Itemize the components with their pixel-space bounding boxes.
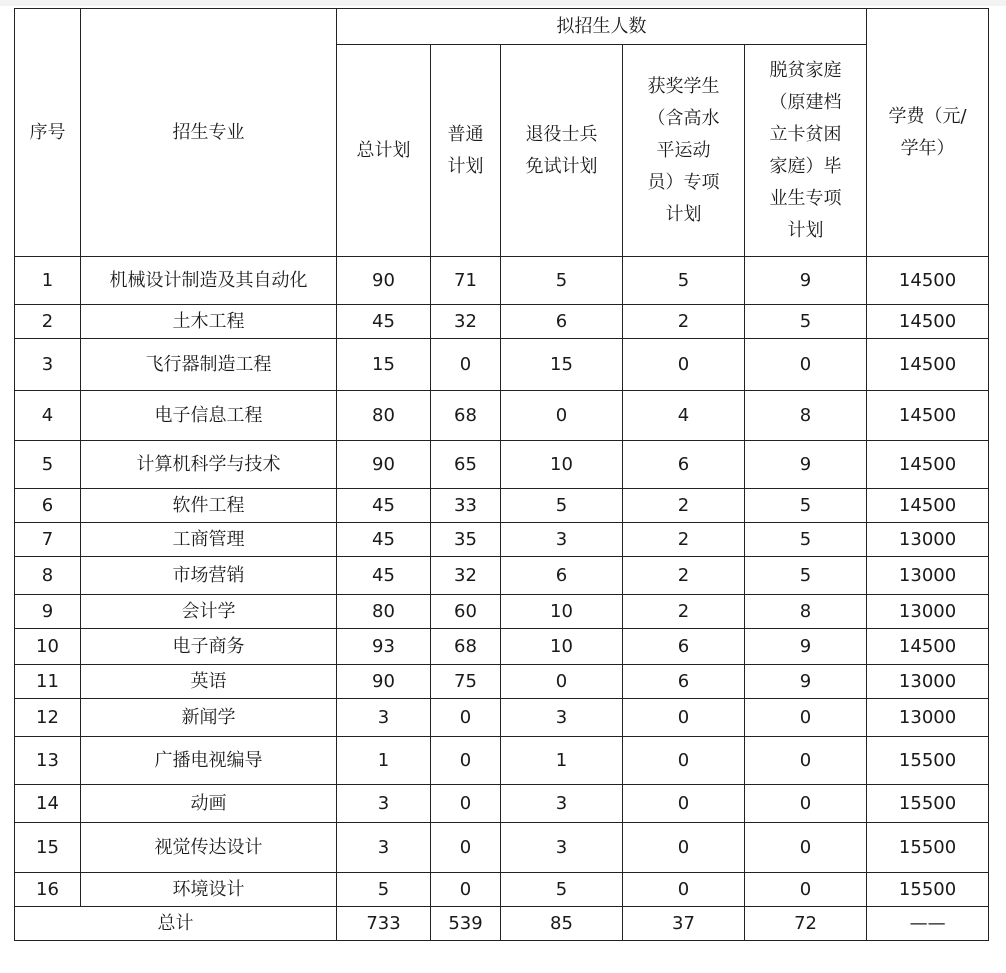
totals-veteran-plan: 85	[501, 907, 623, 941]
table-row	[15, 339, 989, 391]
header-normal-plan: 普通 计划	[431, 45, 501, 257]
cell-poverty-plan: 0	[745, 873, 867, 907]
cell-major: 电子信息工程	[81, 391, 337, 441]
cell-tuition: 13000	[867, 665, 989, 699]
cell-veteran-plan: 10	[501, 629, 623, 665]
totals-total-plan: 733	[337, 907, 431, 941]
cell-normal-plan: 0	[431, 785, 501, 823]
cell-seq: 5	[15, 441, 81, 489]
cell-normal-plan: 0	[431, 339, 501, 391]
cell-award-plan: 2	[623, 595, 745, 629]
cell-major: 市场营销	[81, 557, 337, 595]
cell-total-plan: 80	[337, 391, 431, 441]
totals-tuition: ——	[867, 907, 989, 941]
cell-seq: 9	[15, 595, 81, 629]
cell-major: 动画	[81, 785, 337, 823]
cell-total-plan: 80	[337, 595, 431, 629]
cell-major: 工商管理	[81, 523, 337, 557]
cell-poverty-plan: 9	[745, 665, 867, 699]
cell-award-plan: 6	[623, 629, 745, 665]
cell-total-plan: 45	[337, 305, 431, 339]
cell-total-plan: 3	[337, 823, 431, 873]
cell-seq: 2	[15, 305, 81, 339]
cell-normal-plan: 32	[431, 305, 501, 339]
cell-normal-plan: 35	[431, 523, 501, 557]
cell-seq: 12	[15, 699, 81, 737]
cell-tuition: 13000	[867, 699, 989, 737]
cell-total-plan: 5	[337, 873, 431, 907]
cell-veteran-plan: 3	[501, 823, 623, 873]
cell-major: 土木工程	[81, 305, 337, 339]
cell-award-plan: 2	[623, 523, 745, 557]
cell-seq: 16	[15, 873, 81, 907]
cell-major: 计算机科学与技术	[81, 441, 337, 489]
cell-award-plan: 0	[623, 823, 745, 873]
cell-poverty-plan: 9	[745, 441, 867, 489]
table-row	[15, 823, 989, 873]
header-seq: 序号	[15, 9, 81, 257]
table-row	[15, 699, 989, 737]
cell-total-plan: 45	[337, 557, 431, 595]
cell-poverty-plan: 5	[745, 305, 867, 339]
cell-seq: 6	[15, 489, 81, 523]
totals-row	[15, 907, 989, 941]
cell-award-plan: 0	[623, 699, 745, 737]
cell-veteran-plan: 5	[501, 873, 623, 907]
cell-poverty-plan: 8	[745, 595, 867, 629]
cell-veteran-plan: 1	[501, 737, 623, 785]
cell-tuition: 14500	[867, 489, 989, 523]
table-row	[15, 489, 989, 523]
cell-veteran-plan: 3	[501, 699, 623, 737]
cell-seq: 11	[15, 665, 81, 699]
cell-poverty-plan: 9	[745, 629, 867, 665]
cell-total-plan: 15	[337, 339, 431, 391]
header-total-plan: 总计划	[337, 45, 431, 257]
cell-award-plan: 2	[623, 305, 745, 339]
cell-tuition: 13000	[867, 523, 989, 557]
cell-normal-plan: 0	[431, 737, 501, 785]
cell-tuition: 13000	[867, 557, 989, 595]
cell-veteran-plan: 0	[501, 665, 623, 699]
cell-veteran-plan: 0	[501, 391, 623, 441]
cell-normal-plan: 65	[431, 441, 501, 489]
cell-seq: 3	[15, 339, 81, 391]
table-row	[15, 873, 989, 907]
cell-tuition: 14500	[867, 391, 989, 441]
cell-seq: 1	[15, 257, 81, 305]
table-row	[15, 665, 989, 699]
cell-normal-plan: 75	[431, 665, 501, 699]
cell-normal-plan: 33	[431, 489, 501, 523]
cell-award-plan: 0	[623, 785, 745, 823]
cell-poverty-plan: 0	[745, 339, 867, 391]
cell-seq: 7	[15, 523, 81, 557]
cell-tuition: 14500	[867, 441, 989, 489]
cell-major: 广播电视编导	[81, 737, 337, 785]
cell-tuition: 15500	[867, 737, 989, 785]
cell-seq: 4	[15, 391, 81, 441]
cell-total-plan: 45	[337, 489, 431, 523]
cell-normal-plan: 68	[431, 629, 501, 665]
cell-major: 飞行器制造工程	[81, 339, 337, 391]
cell-tuition: 15500	[867, 823, 989, 873]
cell-tuition: 14500	[867, 629, 989, 665]
cell-total-plan: 3	[337, 699, 431, 737]
cell-total-plan: 1	[337, 737, 431, 785]
header-major: 招生专业	[81, 9, 337, 257]
table-row	[15, 441, 989, 489]
cell-seq: 10	[15, 629, 81, 665]
cell-normal-plan: 68	[431, 391, 501, 441]
cell-award-plan: 6	[623, 665, 745, 699]
cell-major: 环境设计	[81, 873, 337, 907]
cell-poverty-plan: 5	[745, 489, 867, 523]
cell-veteran-plan: 15	[501, 339, 623, 391]
cell-tuition: 13000	[867, 595, 989, 629]
cell-normal-plan: 32	[431, 557, 501, 595]
cell-award-plan: 0	[623, 737, 745, 785]
header-planned-enrollment: 拟招生人数	[337, 9, 867, 45]
cell-total-plan: 93	[337, 629, 431, 665]
cell-poverty-plan: 0	[745, 737, 867, 785]
cell-seq: 14	[15, 785, 81, 823]
cell-major: 机械设计制造及其自动化	[81, 257, 337, 305]
cell-major: 软件工程	[81, 489, 337, 523]
cell-poverty-plan: 0	[745, 699, 867, 737]
table-row	[15, 557, 989, 595]
cell-major: 新闻学	[81, 699, 337, 737]
cell-veteran-plan: 10	[501, 595, 623, 629]
header-poverty-plan: 脱贫家庭 （原建档 立卡贫困 家庭）毕 业生专项 计划	[745, 45, 867, 257]
cell-tuition: 14500	[867, 305, 989, 339]
table-row	[15, 629, 989, 665]
cell-major: 英语	[81, 665, 337, 699]
cell-award-plan: 6	[623, 441, 745, 489]
cell-total-plan: 90	[337, 441, 431, 489]
cell-seq: 15	[15, 823, 81, 873]
cell-poverty-plan: 9	[745, 257, 867, 305]
header-tuition: 学费（元/ 学年）	[867, 9, 989, 257]
cell-total-plan: 90	[337, 665, 431, 699]
cell-poverty-plan: 0	[745, 785, 867, 823]
cell-poverty-plan: 5	[745, 523, 867, 557]
cell-major: 视觉传达设计	[81, 823, 337, 873]
cell-normal-plan: 71	[431, 257, 501, 305]
table-row	[15, 305, 989, 339]
totals-label: 总计	[15, 907, 337, 941]
table-row	[15, 737, 989, 785]
table-row	[15, 785, 989, 823]
cell-tuition: 15500	[867, 873, 989, 907]
totals-award-plan: 37	[623, 907, 745, 941]
cell-seq: 13	[15, 737, 81, 785]
cell-poverty-plan: 8	[745, 391, 867, 441]
totals-normal-plan: 539	[431, 907, 501, 941]
cell-major: 电子商务	[81, 629, 337, 665]
cell-award-plan: 0	[623, 339, 745, 391]
cell-tuition: 15500	[867, 785, 989, 823]
cell-veteran-plan: 3	[501, 523, 623, 557]
cell-normal-plan: 0	[431, 873, 501, 907]
enrollment-plan-table	[14, 8, 989, 941]
table-row	[15, 523, 989, 557]
cell-veteran-plan: 5	[501, 489, 623, 523]
cell-tuition: 14500	[867, 257, 989, 305]
cell-award-plan: 2	[623, 489, 745, 523]
cell-major: 会计学	[81, 595, 337, 629]
cell-award-plan: 0	[623, 873, 745, 907]
cell-normal-plan: 0	[431, 823, 501, 873]
cell-seq: 8	[15, 557, 81, 595]
cell-veteran-plan: 10	[501, 441, 623, 489]
cell-poverty-plan: 5	[745, 557, 867, 595]
cell-total-plan: 90	[337, 257, 431, 305]
top-edge-line	[0, 0, 1006, 6]
cell-veteran-plan: 5	[501, 257, 623, 305]
cell-normal-plan: 0	[431, 699, 501, 737]
cell-award-plan: 2	[623, 557, 745, 595]
cell-tuition: 14500	[867, 339, 989, 391]
cell-normal-plan: 60	[431, 595, 501, 629]
cell-total-plan: 45	[337, 523, 431, 557]
cell-award-plan: 5	[623, 257, 745, 305]
cell-veteran-plan: 3	[501, 785, 623, 823]
cell-veteran-plan: 6	[501, 305, 623, 339]
cell-veteran-plan: 6	[501, 557, 623, 595]
totals-poverty-plan: 72	[745, 907, 867, 941]
table-row	[15, 595, 989, 629]
cell-award-plan: 4	[623, 391, 745, 441]
table-row	[15, 391, 989, 441]
cell-poverty-plan: 0	[745, 823, 867, 873]
cell-total-plan: 3	[337, 785, 431, 823]
header-veteran-plan: 退役士兵 免试计划	[501, 45, 623, 257]
table-row	[15, 257, 989, 305]
header-award-plan: 获奖学生 （含高水 平运动 员）专项 计划	[623, 45, 745, 257]
